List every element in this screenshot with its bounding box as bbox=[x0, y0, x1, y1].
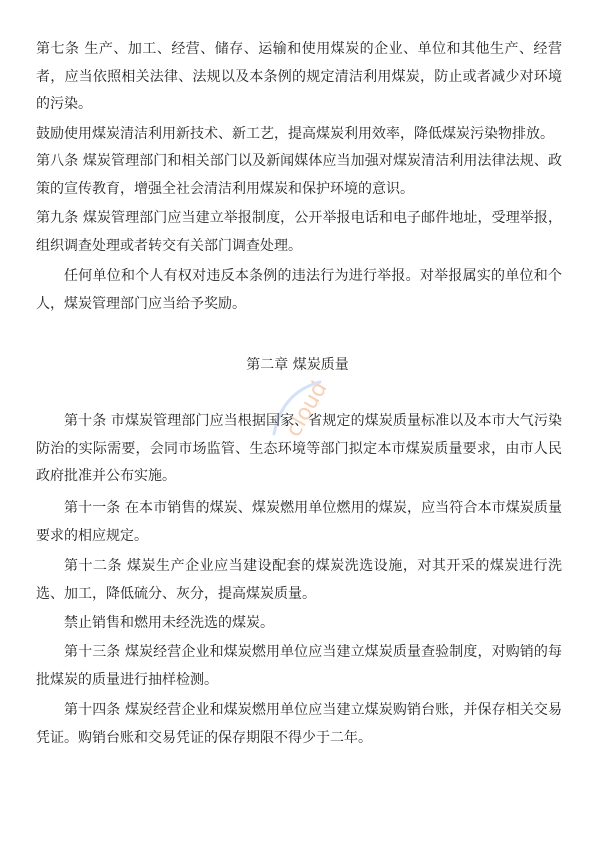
chapter-title: 第二章 煤炭质量 bbox=[246, 357, 349, 373]
report-reward-paragraph: 任何单位和个人有权对违反本条例的违法行为进行举报。对举报属实的单位和个人，煤炭管理部门应当给予奖励。 bbox=[36, 268, 562, 312]
watermark-text: cloud bbox=[281, 377, 333, 442]
article-11-paragraph: 第十一条 在本市销售的煤炭、煤炭燃用单位燃用的煤炭，应当符合本市煤炭质量要求的相应规定。 bbox=[36, 500, 562, 544]
encourage-paragraph: 鼓励使用煤炭清洁利用新技术、新工艺，提高煤炭利用效率，降低煤炭污染物排放。 bbox=[36, 126, 554, 142]
prohibit-paragraph: 禁止销售和燃用未经洗选的煤炭。 bbox=[64, 615, 274, 631]
article-13-paragraph: 第十三条 煤炭经营企业和煤炭燃用单位应当建立煤炭质量查验制度，对购销的每批煤炭的质量进行抽样检测。 bbox=[36, 644, 562, 688]
article-12-paragraph: 第十二条 煤炭生产企业应当建设配套的煤炭洗选设施，对其开采的煤炭进行洗选、加工，降低硫分、灰分，提高煤炭质量。 bbox=[36, 558, 562, 602]
article-14-paragraph: 第十四条 煤炭经营企业和煤炭燃用单位应当建立煤炭购销台账，并保存相关交易凭证。购销台账和交易凭证的保存期限不得少于二年。 bbox=[36, 702, 562, 746]
article-8-paragraph: 第八条 煤炭管理部门和相关部门以及新闻媒体应当加强对煤炭清洁利用法律法规、政策的宣传教育，增强全社会清洁利用煤炭和保护环境的意识。 bbox=[36, 153, 562, 197]
article-7-paragraph: 第七条 生产、加工、经营、储存、运输和使用煤炭的企业、单位和其他生产、经营者，应当依照相关法律、法规以及本条例的规定清洁利用煤炭，防止或者减少对环境的污染。 bbox=[36, 41, 562, 112]
article-10-paragraph: 第十条 市煤炭管理部门应当根据国家、省规定的煤炭质量标准以及本市大气污染防治的实际需要，会同市场监管、生态环境等部门拟定本市煤炭质量要求，由市人民政府批准并公布实施。 bbox=[36, 413, 562, 484]
article-9-paragraph: 第九条 煤炭管理部门应当建立举报制度，公开举报电话和电子邮件地址，受理举报，组织调查处理或者转交有关部门调查处理。 bbox=[36, 210, 562, 254]
